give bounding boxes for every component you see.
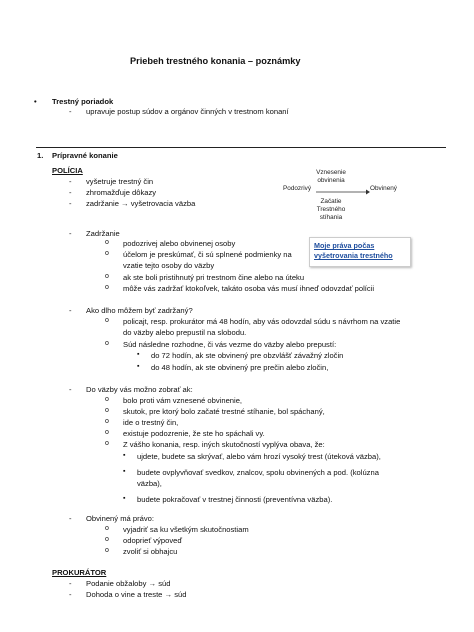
zadrzanie-label: - Zadržanie [86,229,120,238]
vazba-item: o skutok, pre ktorý bolo začaté trestné stíhanie, bol spáchaný, [123,407,325,416]
dlho-subitem: ▪ do 48 hodín, ak ste obvinený pre prečin alebo zločin, [151,363,328,372]
prokurator-heading: PROKURÁTOR [52,568,107,577]
diagram-top-2: obvinenia [317,177,345,184]
page-title: Priebeh trestného konania – poznámky [130,56,301,66]
zadrzanie-item: o ak ste boli pristihnutý pri trestnom čine alebo na úteku [123,273,304,282]
diagram-right: Obvinený [370,185,397,192]
diagram-bottom-1: Začatie [320,198,342,205]
vazba-item: o ide o trestný čin, [123,418,178,427]
vazba-subitem-cont: väzba), [137,479,162,488]
prokurator-item: - Dohoda o vine a treste → súd [86,590,186,599]
diagram-top-1: Vznesenie [316,169,346,176]
prokurator-item: - Podanie obžaloby → súd [86,579,170,588]
vazba-item: o bolo proti vám vznesené obvinenie, [123,396,242,405]
vazba-subitem: ▪ budete ovplyvňovať svedkov, znalcov, spolu obvinených a pod. (kolúzna [137,468,379,477]
link-box[interactable] [309,237,411,267]
vazba-item: o Z vášho konania, resp. iných skutočností vyplýva obava, že: [123,440,325,449]
policia-heading: POLÍCIA [52,166,83,175]
dlho-item-cont: do väzby alebo prepustil na slobodu. [123,328,247,337]
diagram-left: Podozrivý [283,185,312,192]
prava-item: o vyjadriť sa ku všetkým skutočnostiam [123,525,249,534]
dlho-item: o Súd následne rozhodne, či vás vezme do väzby alebo prepustí: [123,340,336,349]
prava-item: o zvoliť si obhajcu [123,547,177,556]
dlho-item: o policajt, resp. prokurátor má 48 hodín, aby vás odovzdal súdu s návrhom na vzatie [123,317,400,326]
rights-link-line-2[interactable]: vyšetrovania trestného [314,251,393,260]
zadrzanie-item: o účelom je preskúmať, či sú splnené podmienky na [123,250,292,259]
vazba-subitem: ▪ budete pokračovať v trestnej činnosti (preventívna väzba). [137,495,332,504]
dlho-label: - Ako dlho môžem byť zadržaný? [86,306,193,315]
policia-item: - vyšetruje trestný čin [86,177,153,186]
vazba-label: - Do väzby vás možno zobrať ak: [86,385,193,394]
diagram-bottom-2: Trestného [316,206,346,213]
policia-item: - zadržanie → vyšetrovacia väzba [86,199,195,208]
intro-item: - upravuje postup súdov a orgánov činných v trestnom konaní [86,107,289,116]
vazba-item: o existuje podozrenie, že ste ho spáchali vy. [123,429,265,438]
policia-item: - zhromažďuje dôkazy [86,188,156,197]
section-heading: Prípravné konanie [52,151,118,160]
zadrzanie-item-cont: vzatie tejto osoby do väzby [123,261,215,270]
diagram-bottom-3: stíhania [319,214,343,221]
zadrzanie-item: o môže vás zadržať ktokoľvek, takáto osoba vás musí ihneď odovzdať polícii [123,284,374,293]
rights-link-line-1[interactable]: Moje práva počas [314,241,375,250]
section-divider [36,147,446,148]
vazba-subitem: ▪ ujdete, budete sa skrývať, alebo vám hrozí vysoký trest (úteková väzba), [137,452,381,461]
section-number: 1. [37,151,44,160]
dlho-subitem: ▪ do 72 hodín, ak ste obvinený pre obzvlášť závažný zločin [151,351,343,360]
zadrzanie-item: o podozrivej alebo obvinenej osoby [123,239,235,248]
prava-label: - Obvinený má právo: [86,514,154,523]
prava-item: o odoprieť výpoveď [123,536,182,545]
intro-heading: • Trestný poriadok [52,97,113,106]
diagram-arrow [316,188,370,196]
